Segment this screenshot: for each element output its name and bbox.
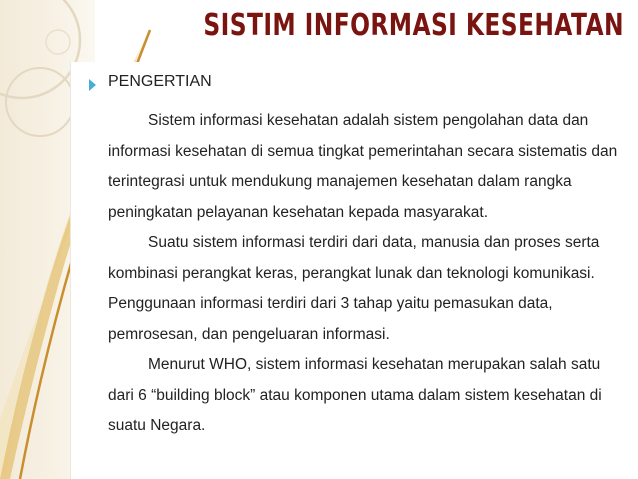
paragraph-3: Menurut WHO, sistem informasi kesehatan merupakan salah satu dari 6 “building block” atau komponen utama dalam sistem kesehatan di suatu Negara.: [108, 356, 602, 434]
slide-title: SISTIM INFORMASI KESEHATAN: [203, 8, 625, 43]
decor-circle-small: [6, 68, 74, 136]
decor-circle-tiny: [46, 30, 70, 54]
body-text: [108, 106, 623, 442]
section-heading: PENGERTIAN: [108, 73, 212, 90]
bullet-arrow-icon: [89, 79, 96, 91]
paragraph-1: Sistem informasi kesehatan adalah sistem pengolahan data dan informasi kesehatan di semua tingkat pemerintahan secara sistematis dan terintegrasi untuk mendukung manajemen kesehatan dalam rangka peningkatan pelayanan kesehatan kepada masyarakat.: [108, 112, 618, 221]
paragraph-2: Suatu sistem informasi terdiri dari data, manusia dan proses serta kombinasi perangkat keras, perangkat lunak dan teknologi komunikasi. Penggunaan informasi terdiri dari 3 tahap yaitu pemasukan data, pemrosesan, dan pengeluaran informasi.: [108, 234, 600, 343]
